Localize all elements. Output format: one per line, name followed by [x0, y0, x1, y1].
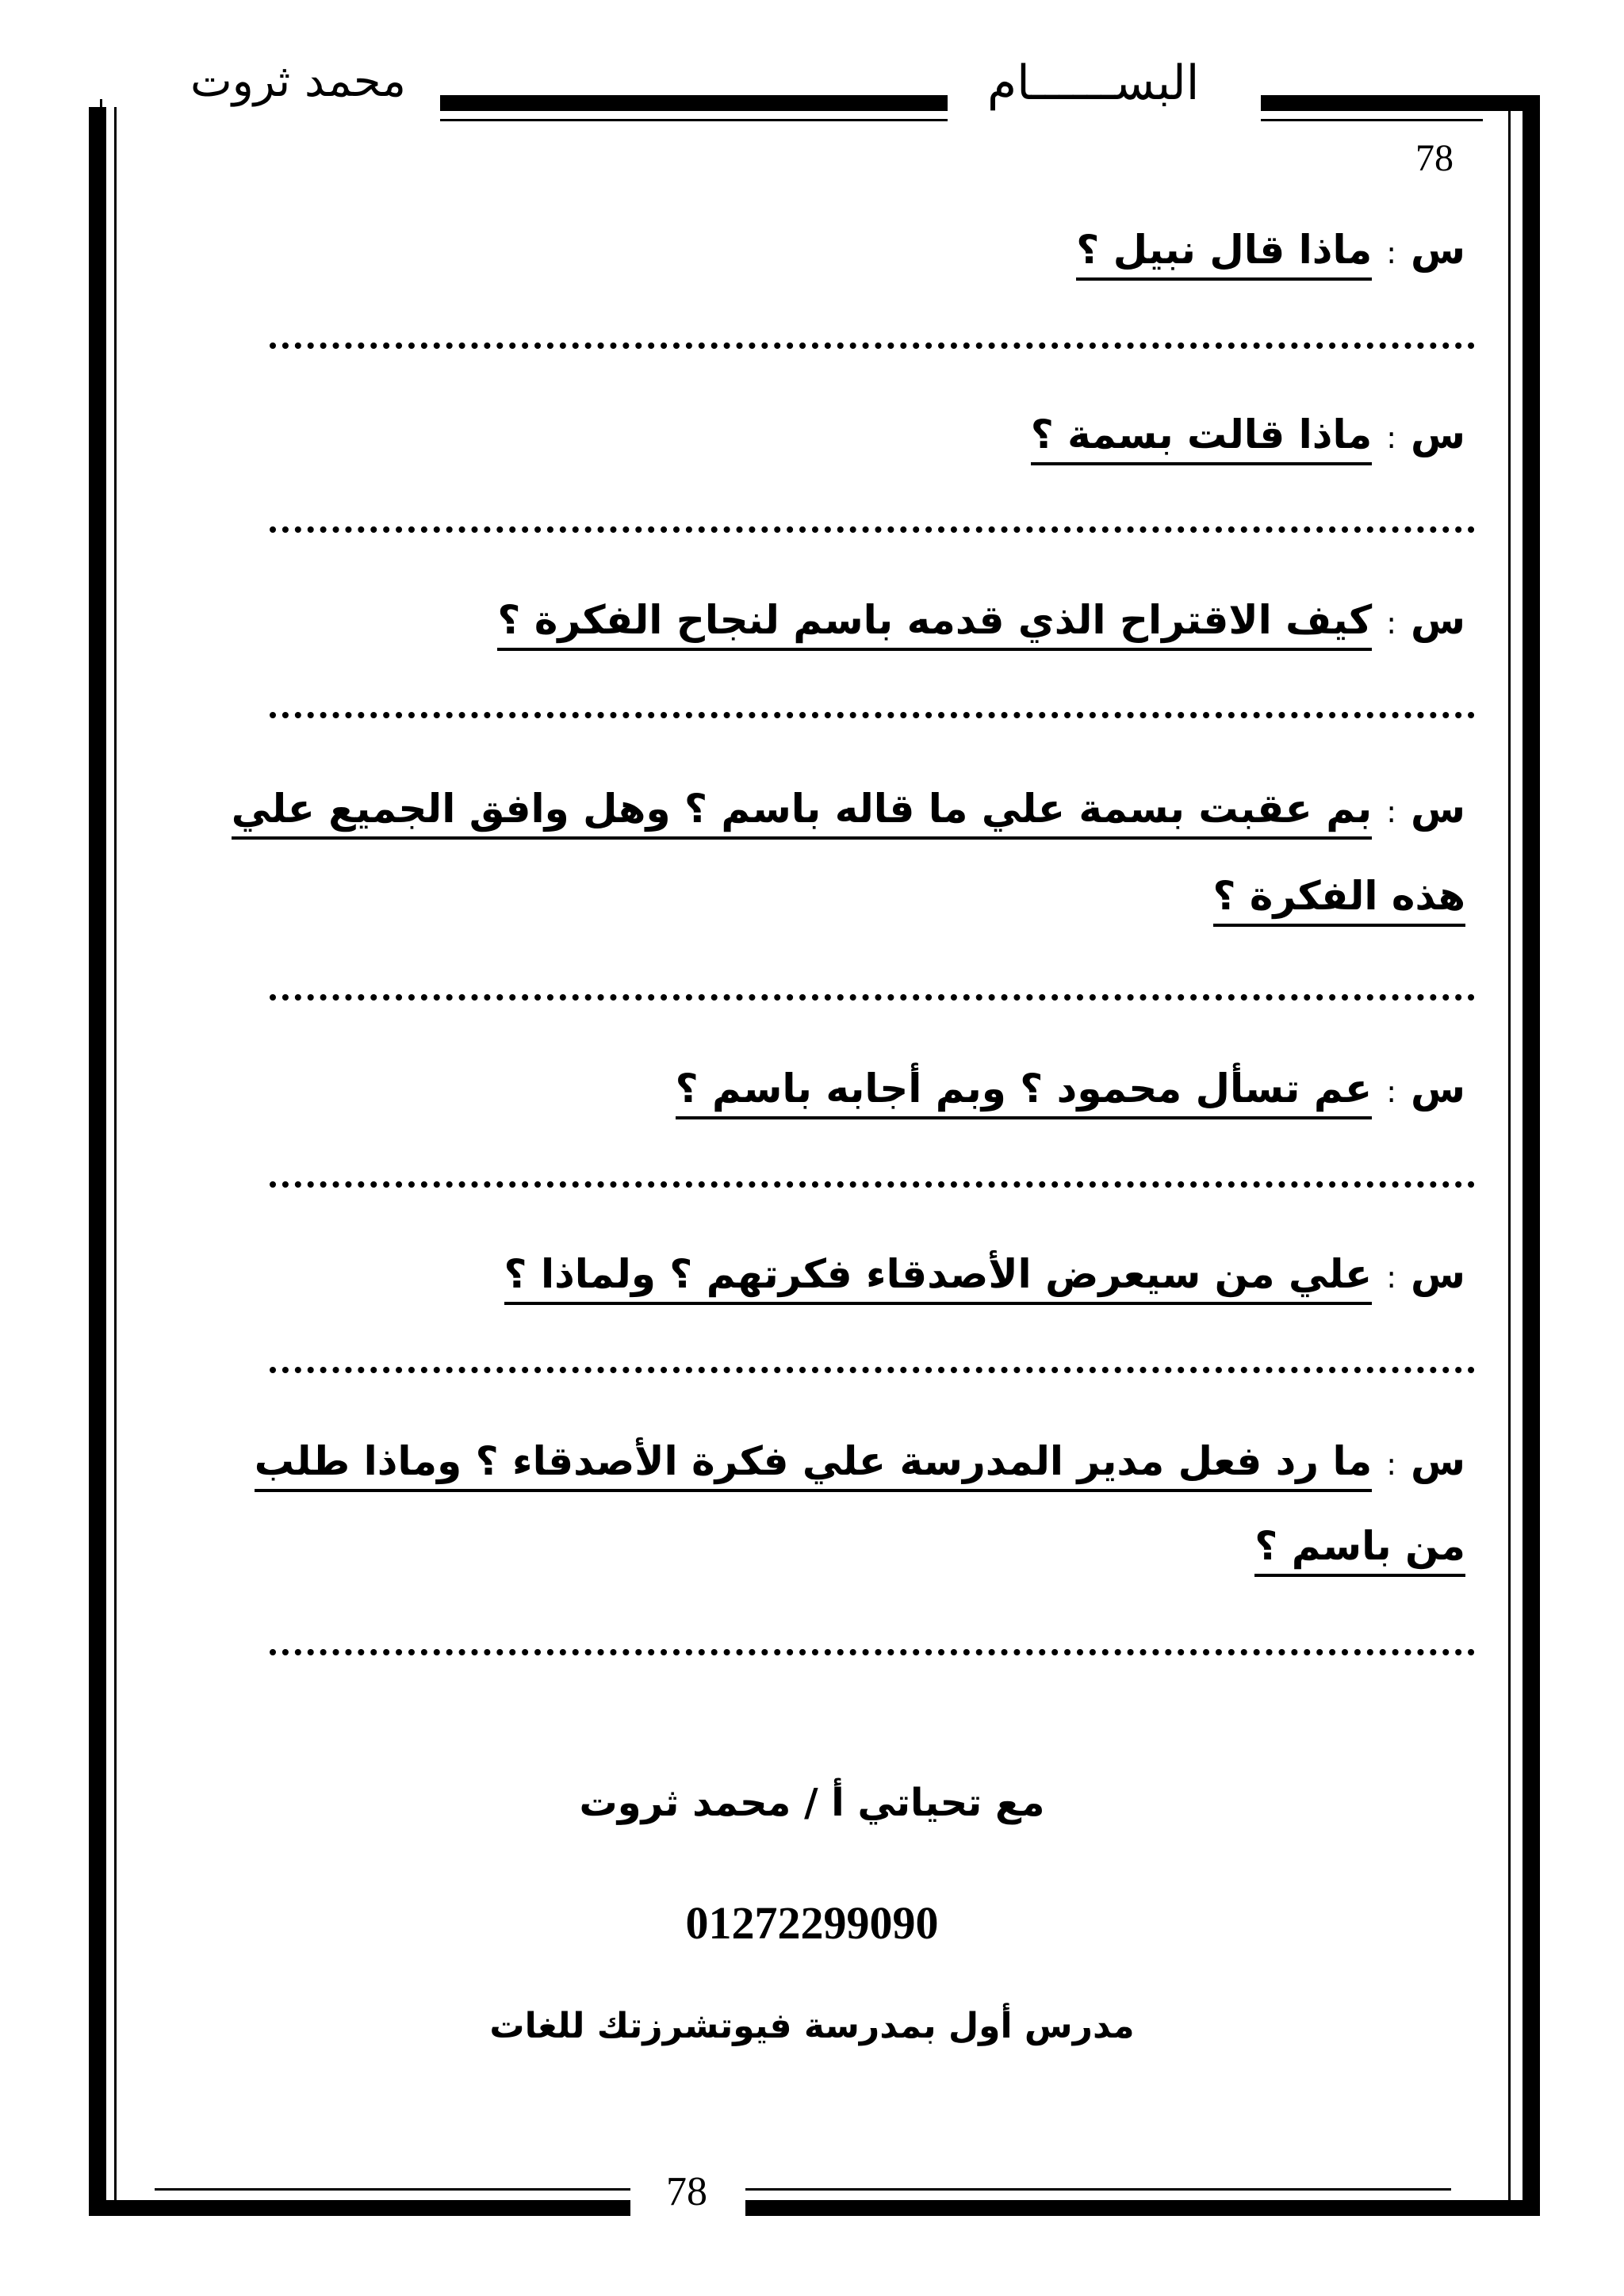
- answer-line-1[interactable]: [270, 342, 1475, 349]
- question-7: [255, 1437, 1465, 1488]
- question-label: س: [1411, 597, 1465, 643]
- frame-left-thin: [114, 107, 117, 2200]
- page-number-top: 78: [1415, 137, 1454, 179]
- question-colon: :: [1386, 1447, 1396, 1482]
- footer-bar-right: [745, 2200, 1451, 2216]
- question-text: بم عقبت بسمة علي ما قاله باسم ؟ وهل وافق الجميع علي: [232, 786, 1372, 840]
- footer-line-right: [745, 2188, 1451, 2191]
- frame-left-outer: [100, 99, 102, 147]
- question-label: س: [1411, 1438, 1465, 1484]
- question-text-continued: هذه الفكرة ؟: [1213, 873, 1465, 927]
- question-colon: :: [1386, 1074, 1396, 1109]
- question-6: [504, 1250, 1465, 1301]
- teacher-phone: 01272299090: [685, 1897, 939, 1949]
- question-4-line-2: [1213, 872, 1465, 920]
- answer-line-3[interactable]: [270, 712, 1475, 718]
- teacher-school: مدرس أول بمدرسة فيوتشرزتك للغات: [489, 2006, 1135, 2046]
- header-line-left: [440, 119, 948, 121]
- question-colon: :: [1386, 1260, 1396, 1295]
- answer-line-6[interactable]: [270, 1367, 1475, 1373]
- question-5: [676, 1065, 1465, 1115]
- question-colon: :: [1386, 606, 1396, 641]
- frame-right-thick: [1522, 107, 1540, 2200]
- frame-bottom-left-corner: [89, 2200, 160, 2216]
- question-4: [232, 785, 1465, 836]
- question-text: كيف الاقتراح الذي قدمه باسم لنجاح الفكرة ؟: [497, 597, 1372, 651]
- question-colon: :: [1386, 794, 1396, 829]
- question-3: [497, 596, 1465, 647]
- question-text: علي من سيعرض الأصدقاء فكرتهم ؟ ولماذا ؟: [504, 1251, 1373, 1305]
- question-text: ماذا قال نبيل ؟: [1076, 227, 1372, 281]
- frame-right-thin: [1508, 107, 1511, 2200]
- question-colon: :: [1386, 235, 1396, 270]
- frame-right-outer: [1537, 99, 1539, 155]
- question-2: [1031, 411, 1465, 461]
- footer-line-left: [155, 2188, 630, 2191]
- question-label: س: [1411, 411, 1465, 457]
- question-label: س: [1411, 786, 1465, 832]
- answer-line-2[interactable]: [270, 526, 1475, 533]
- question-text: عم تسأل محمود ؟ وبم أجابه باسم ؟: [676, 1066, 1373, 1119]
- question-colon: :: [1386, 420, 1396, 455]
- header-bar-right: [1261, 95, 1483, 111]
- page-number-bottom: 78: [666, 2169, 707, 2214]
- footer-bar-left: [155, 2200, 630, 2216]
- question-label: س: [1411, 1251, 1465, 1297]
- header-title: البســــــام: [987, 55, 1200, 111]
- frame-left-thick: [89, 107, 106, 2200]
- question-text: ماذا قالت بسمة ؟: [1031, 411, 1372, 465]
- question-label: س: [1411, 1066, 1465, 1112]
- header-line-right: [1261, 119, 1483, 121]
- header-author: محمد ثروت: [190, 55, 406, 107]
- question-text-continued: من باسم ؟: [1254, 1523, 1465, 1577]
- header-bar-left: [440, 95, 948, 111]
- frame-right-corner: [1475, 95, 1540, 111]
- question-1: [1076, 226, 1465, 277]
- question-text: ما رد فعل مدير المدرسة علي فكرة الأصدقاء ؟ وماذا طلب: [255, 1438, 1372, 1492]
- answer-line-7[interactable]: [270, 1649, 1475, 1655]
- answer-line-4[interactable]: [270, 994, 1475, 1001]
- frame-bottom-right-corner: [1447, 2200, 1540, 2216]
- question-label: س: [1411, 227, 1465, 273]
- teacher-greeting: مع تحياتي أ / محمد ثروت: [579, 1781, 1045, 1825]
- answer-line-5[interactable]: [270, 1181, 1475, 1188]
- question-7-line-2: [1254, 1522, 1465, 1570]
